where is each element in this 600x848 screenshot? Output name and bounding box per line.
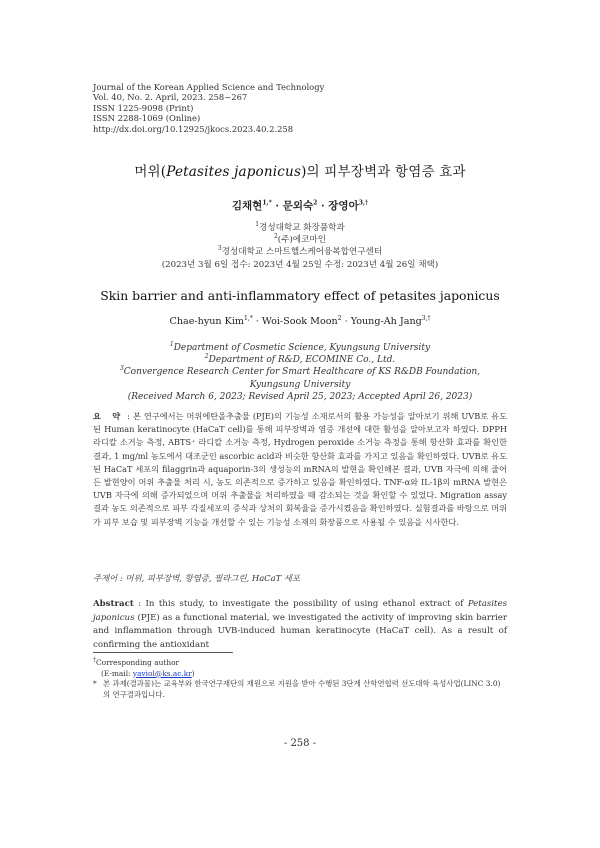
doi-link[interactable]: http://dx.doi.org/10.12925/jkocs.2023.40.2.258	[93, 123, 294, 134]
english-title: Skin barrier and anti-inflammatory effect of petasites japonicus	[100, 288, 500, 303]
issn-print: ISSN 1225-9098 (Print)	[93, 102, 194, 113]
affil-ko-3-sup: 3	[217, 245, 222, 253]
author-separator: ·	[252, 316, 262, 327]
korean-title	[0, 160, 600, 180]
english-abstract-text-1: : In this study, to investigate the possibility of using ethanol extract of	[133, 599, 468, 609]
author-2-en: Woi-Sook Moon	[261, 316, 338, 327]
english-abstract-label: Abstract	[93, 599, 134, 609]
english-authors	[0, 316, 600, 327]
author-1-en: Chae-hyun Kim	[169, 316, 244, 327]
author-3-en-sup: 3,†	[421, 314, 431, 322]
affil-en-1: Department of Cosmetic Science, Kyungsung University	[173, 343, 431, 353]
english-abstract-latin: Petasites japonicus	[93, 599, 507, 623]
affil-en-2: Department of R&D, ECOMINE Co., Ltd.	[208, 355, 396, 366]
affil-ko-3: 경성대학교 스마트헬스케어융복합연구센터	[221, 247, 383, 258]
affil-en-4: Kyungsung University	[249, 379, 351, 390]
korean-title-suffix: )의 피부장벽과 항염증 효과	[301, 164, 466, 180]
funding-mark: *	[93, 679, 97, 689]
author-3-en: Young-Ah Jang	[350, 316, 422, 327]
corresponding-mark: †	[93, 656, 96, 664]
dates-en: (Received March 6, 2023; Revised April 25, 2023; Accepted April 26, 2023)	[127, 391, 473, 402]
author-3-ko-sup: 3,†	[358, 199, 369, 207]
funding-note	[93, 679, 507, 700]
author-1-en-sup: 1,*	[243, 314, 253, 322]
english-affiliations	[0, 342, 600, 403]
author-3-ko: 장영아	[328, 200, 359, 212]
journal-volume: Vol. 40, No. 2. April, 2023. 258~267	[93, 92, 248, 103]
affil-en-1-sup: 1	[169, 341, 174, 348]
email-link[interactable]: yaviol@ks.ac.kr	[132, 668, 192, 678]
korean-abstract	[93, 410, 507, 529]
author-2-en-sup: 2	[337, 314, 342, 322]
affil-en-3-sup: 3	[119, 365, 124, 373]
korean-abstract-label: 요 약	[93, 411, 125, 421]
email-line	[93, 669, 507, 680]
corresponding-author-note	[93, 658, 507, 669]
corresponding-label: Corresponding author	[96, 658, 180, 667]
affil-en-2-sup: 2	[204, 353, 209, 361]
author-separator: ·	[271, 200, 283, 212]
affil-ko-2: (주)에코마인	[277, 235, 327, 246]
page-number: - 258 -	[283, 738, 317, 749]
author-separator: ·	[341, 316, 351, 327]
author-1-ko-sup: 1,*	[262, 199, 272, 207]
journal-info	[93, 82, 393, 134]
author-1-ko: 김채현	[231, 200, 263, 212]
dates-ko: (2023년 3월 6일 접수: 2023년 4월 25일 수정: 2023년 4월 26일 채택)	[161, 259, 439, 270]
korean-title-prefix: 머위(	[134, 164, 167, 180]
korean-keywords: 주제어 : 머위, 피부장벽, 항염증, 필라그린, HaCaT 세포	[93, 573, 301, 583]
affil-ko-2-sup: 2	[273, 233, 278, 241]
author-2-ko-sup: 2	[313, 199, 318, 207]
email-suffix: )	[191, 668, 195, 678]
affil-en-3: Convergence Research Center for Smart Healthcare of KS R&DB Foundation,	[123, 367, 481, 378]
affil-ko-1-sup: 1	[255, 221, 260, 229]
korean-title-latin: Petasites japonicus	[166, 164, 302, 180]
journal-name: Journal of the Korean Applied Science and Technology	[93, 82, 325, 92]
english-abstract-text-2: (PJE) as a functional material, we investigated the activity of improving skin barrier and inflammation through UVB-induced human keratinocyte (HaCaT cell). As a result of confirming the antioxidant	[93, 612, 507, 650]
funding-text: 본 과제(결과물)는 교육부와 한국연구재단의 재원으로 지원을 받아 수행된 3단계 산학연협력 선도대학 육성사업(LINC 3.0)의 연구결과입니다.	[103, 679, 501, 699]
korean-abstract-text: : 본 연구에서는 머위에탄올추출물 (PJE)의 기능성 소재로서의 활용 가능성을 알아보기 위해 UVB로 유도된 Human keratinocyte (HaCaT cell)를 통해 피부장벽과 염증 개선에 대한 활성을 알아보고자 하였다. DPPH 라디칼 소거능 측정, ABTS⁺ 라디칼 소거능 측정, Hydrogen peroxide 소거능 측정을 통해 항산화 효과를 확인한 결과, 1 mg/ml 농도에서 대조군인 ascorbic acid과 비슷한 항산화 효과를 가지고 있음을 확인하였다. UVB로 유도된 HaCaT 세포의 filaggrin과 aquaporin-3의 생성능의 mRNA의 발현을 확인해본 결과, UVB 자극에 의해 줄어든 발현양이 머위 추출물 처리 시, 농도 의존적으로 증가하고 있음을 확인하였다. TNF-α와 IL-1β의 mRNA 발현은 UVB 자극에 의해 증가되었으며 머위 추출물을 처리하였을 때 감소되는 것을 확인할 수 있었다. Migration assay 결과 농도 의존적으로 피부 각질세포의 증식과 상처의 회복율을 증가시켰음을 확인하였다. 실험결과를 바탕으로 머위가 피부 보습 및 피부장벽 기능을 개선할 수 있는 기능성 소재의 화장품으로 사용될 수 있음을 시사한다.	[93, 411, 507, 527]
author-separator: ·	[317, 200, 329, 212]
english-abstract	[93, 598, 507, 652]
email-prefix: (E-mail:	[101, 668, 133, 678]
author-2-ko: 문외숙	[282, 200, 314, 212]
footnote-divider	[93, 652, 233, 653]
issn-online: ISSN 2288-1069 (Online)	[93, 113, 201, 124]
korean-affiliations	[0, 222, 600, 271]
affil-ko-1: 경성대학교 화장품학과	[259, 223, 345, 233]
korean-authors	[0, 198, 600, 213]
footnotes	[93, 658, 507, 700]
